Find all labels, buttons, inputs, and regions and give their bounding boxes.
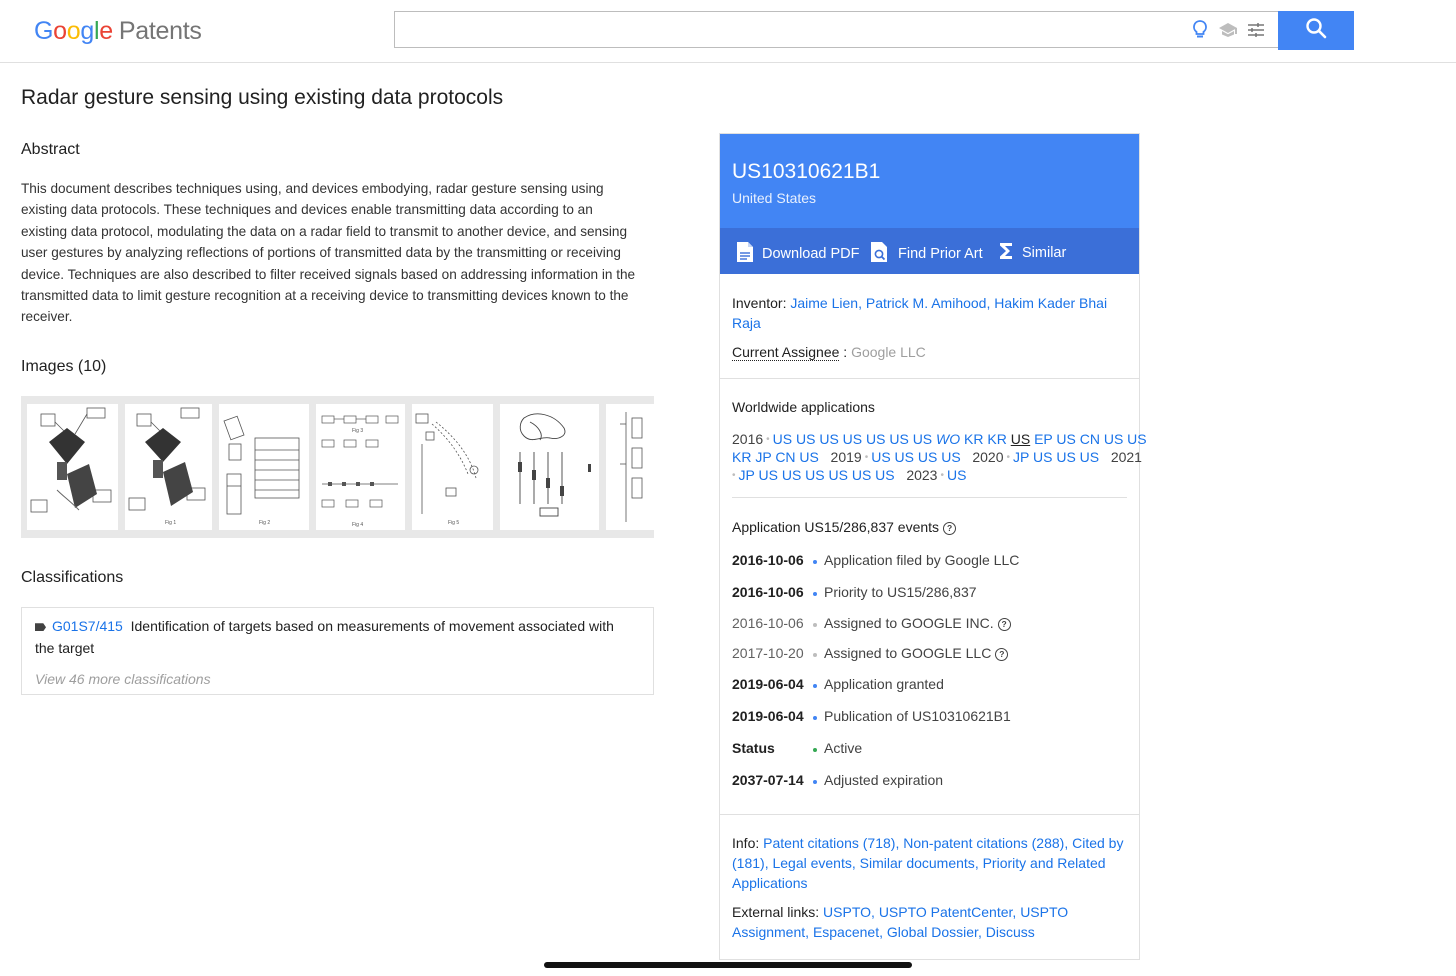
events-heading: Application US15/286,837 events ?: [732, 517, 1130, 537]
worldwide-applications-line: KR JP CN US 2019 • US US US US 2020 • JP US US US 2021: [732, 449, 1142, 465]
patent-image-thumbnail[interactable]: [125, 404, 212, 530]
patent-image-thumbnail[interactable]: [606, 404, 654, 530]
top-bar: [0, 0, 1456, 63]
event-dot: [813, 592, 817, 596]
info-link[interactable]: Priority and Related Applications: [732, 855, 1106, 891]
home-indicator[interactable]: [544, 962, 912, 968]
find-prior-art-button[interactable]: Find Prior Art: [870, 241, 983, 267]
assignee-section: Current Assignee : Google LLC: [732, 344, 926, 360]
patent-image-thumbnail[interactable]: [316, 404, 405, 530]
event-row: 2019-06-04 Application granted: [732, 676, 944, 692]
svg-text:Fig 3: Fig 3: [352, 428, 364, 434]
lightbulb-icon[interactable]: [1192, 20, 1208, 45]
google-patents-logo[interactable]: Google Patents: [34, 17, 202, 45]
patent-image-thumbnail[interactable]: [412, 404, 493, 530]
classification-item: [35, 616, 635, 659]
patent-image-thumbnail[interactable]: [27, 404, 118, 530]
classifications-box: [21, 607, 654, 695]
view-more-classifications-link[interactable]: View 46 more classifications: [35, 671, 211, 687]
inventor-section: Inventor: Jaime Lien, Patrick M. Amihood, Hakim Kader Bhai Raja: [732, 295, 1108, 331]
event-row: 2019-06-04 Publication of US10310621B1: [732, 708, 1011, 724]
event-row: 2016-10-06 Priority to US15/286,837: [732, 584, 977, 600]
page-title: Radar gesture sensing using existing data protocols: [21, 86, 504, 109]
school-icon[interactable]: [1218, 22, 1238, 43]
external-link[interactable]: Discuss: [985, 924, 1035, 940]
external-link[interactable]: USPTO PatentCenter: [878, 904, 1013, 920]
event-row: 2037-07-14 Adjusted expiration: [732, 772, 944, 788]
search-box: [394, 11, 1278, 48]
divider: [720, 378, 1139, 379]
inventor-link[interactable]: Hakim Kader Bhai Raja: [732, 295, 1108, 331]
help-icon[interactable]: ?: [995, 648, 1008, 661]
info-link[interactable]: Legal events: [772, 855, 852, 871]
publication-number: US10310621B1: [732, 160, 881, 183]
tune-icon[interactable]: [1248, 23, 1264, 42]
worldwide-applications-line: • JP US US US US US US 2023 • US: [732, 467, 967, 483]
search-icon: [1305, 17, 1327, 44]
images-strip[interactable]: [21, 396, 654, 538]
event-dot: [813, 780, 817, 784]
divider: [732, 497, 1127, 498]
label-icon: [35, 623, 46, 631]
divider: [720, 814, 1139, 815]
logo-product-name: Patents: [118, 17, 202, 45]
status-row: Status Active: [732, 740, 863, 756]
patent-image-thumbnail[interactable]: [500, 404, 599, 530]
event-dot: [813, 653, 817, 657]
classification-code-link[interactable]: G01S7/415: [52, 618, 123, 634]
event-dot: [813, 716, 817, 720]
external-link[interactable]: Global Dossier: [886, 924, 978, 940]
event-dot: [813, 684, 817, 688]
event-dot: [813, 623, 817, 627]
similar-button[interactable]: Similar: [998, 241, 1066, 265]
classifications-heading: Classifications: [21, 569, 124, 586]
publication-country: United States: [732, 190, 817, 206]
abstract-heading: Abstract: [21, 141, 80, 158]
info-link[interactable]: Cited by (181): [732, 835, 1124, 871]
images-heading: Images (10): [21, 358, 107, 375]
info-link[interactable]: Similar documents: [859, 855, 975, 871]
svg-text:Fig 2: Fig 2: [259, 520, 271, 526]
external-link[interactable]: Espacenet: [812, 924, 880, 940]
inventor-link[interactable]: Jaime Lien: [790, 295, 859, 311]
download-pdf-button[interactable]: Download PDF: [736, 241, 860, 267]
event-row: 2016-10-06 Application filed by Google LLC: [732, 552, 1020, 568]
patent-image-thumbnail[interactable]: [219, 404, 309, 530]
external-link[interactable]: USPTO Assignment: [732, 904, 1069, 940]
svg-text:Fig 4: Fig 4: [352, 522, 364, 528]
search-input[interactable]: [403, 12, 1187, 47]
svg-text:Fig 1: Fig 1: [165, 520, 177, 526]
event-dot: [813, 560, 817, 564]
help-icon[interactable]: ?: [998, 618, 1011, 631]
worldwide-applications-line: 2016 • US US US US US US US WO KR KR US EP US CN US US: [732, 431, 1147, 447]
help-icon[interactable]: ?: [943, 522, 956, 535]
pdf-file-icon: [736, 241, 754, 267]
sigma-icon: [998, 241, 1014, 265]
inventor-link[interactable]: Patrick M. Amihood: [865, 295, 987, 311]
external-links-section: External links: USPTO, USPTO PatentCenter, USPTO Assignment, Espacenet, Global Dossier, Discuss: [732, 904, 1069, 940]
event-row: 2016-10-06 Assigned to GOOGLE INC. ?: [732, 615, 1130, 637]
event-row: 2017-10-20 Assigned to GOOGLE LLC ?: [732, 645, 1130, 667]
search-button[interactable]: [1278, 11, 1354, 50]
worldwide-heading: Worldwide applications: [732, 399, 875, 415]
classification-description: Identification of targets based on measurements of movement associated with the target: [35, 618, 614, 656]
assignee-value: Google LLC: [851, 344, 926, 360]
info-link[interactable]: Patent citations (718): [763, 835, 896, 851]
info-links-section: Info: Patent citations (718), Non-patent citations (288), Cited by (181), Legal events, Similar documents, Priority and Related Applications: [732, 835, 1124, 891]
status-dot: [813, 748, 817, 752]
abstract-text: This document describes techniques using, and devices embodying, radar gesture sensing using existing data protocols. These techniques and devices enable transmitting data according to an existing data protocol, modulating the data on a radar field to transmit to another device, and sensing user gestures by analyzing reflections of portions of transmitted data by the transmitting or receiving device. Techniques are also described to filter received signals based on addressing information in the transmitted data to limit gesture recognition at a receiving device to transmitting devices known to the receiver.: [21, 181, 636, 325]
external-link[interactable]: USPTO: [823, 904, 872, 920]
info-link[interactable]: Non-patent citations (288): [903, 835, 1065, 851]
card-header: [720, 134, 1139, 228]
patent-summary-card: [719, 133, 1147, 960]
svg-text:Fig 5: Fig 5: [448, 520, 460, 526]
card-actions: [720, 228, 1139, 274]
file-search-icon: [870, 241, 890, 267]
